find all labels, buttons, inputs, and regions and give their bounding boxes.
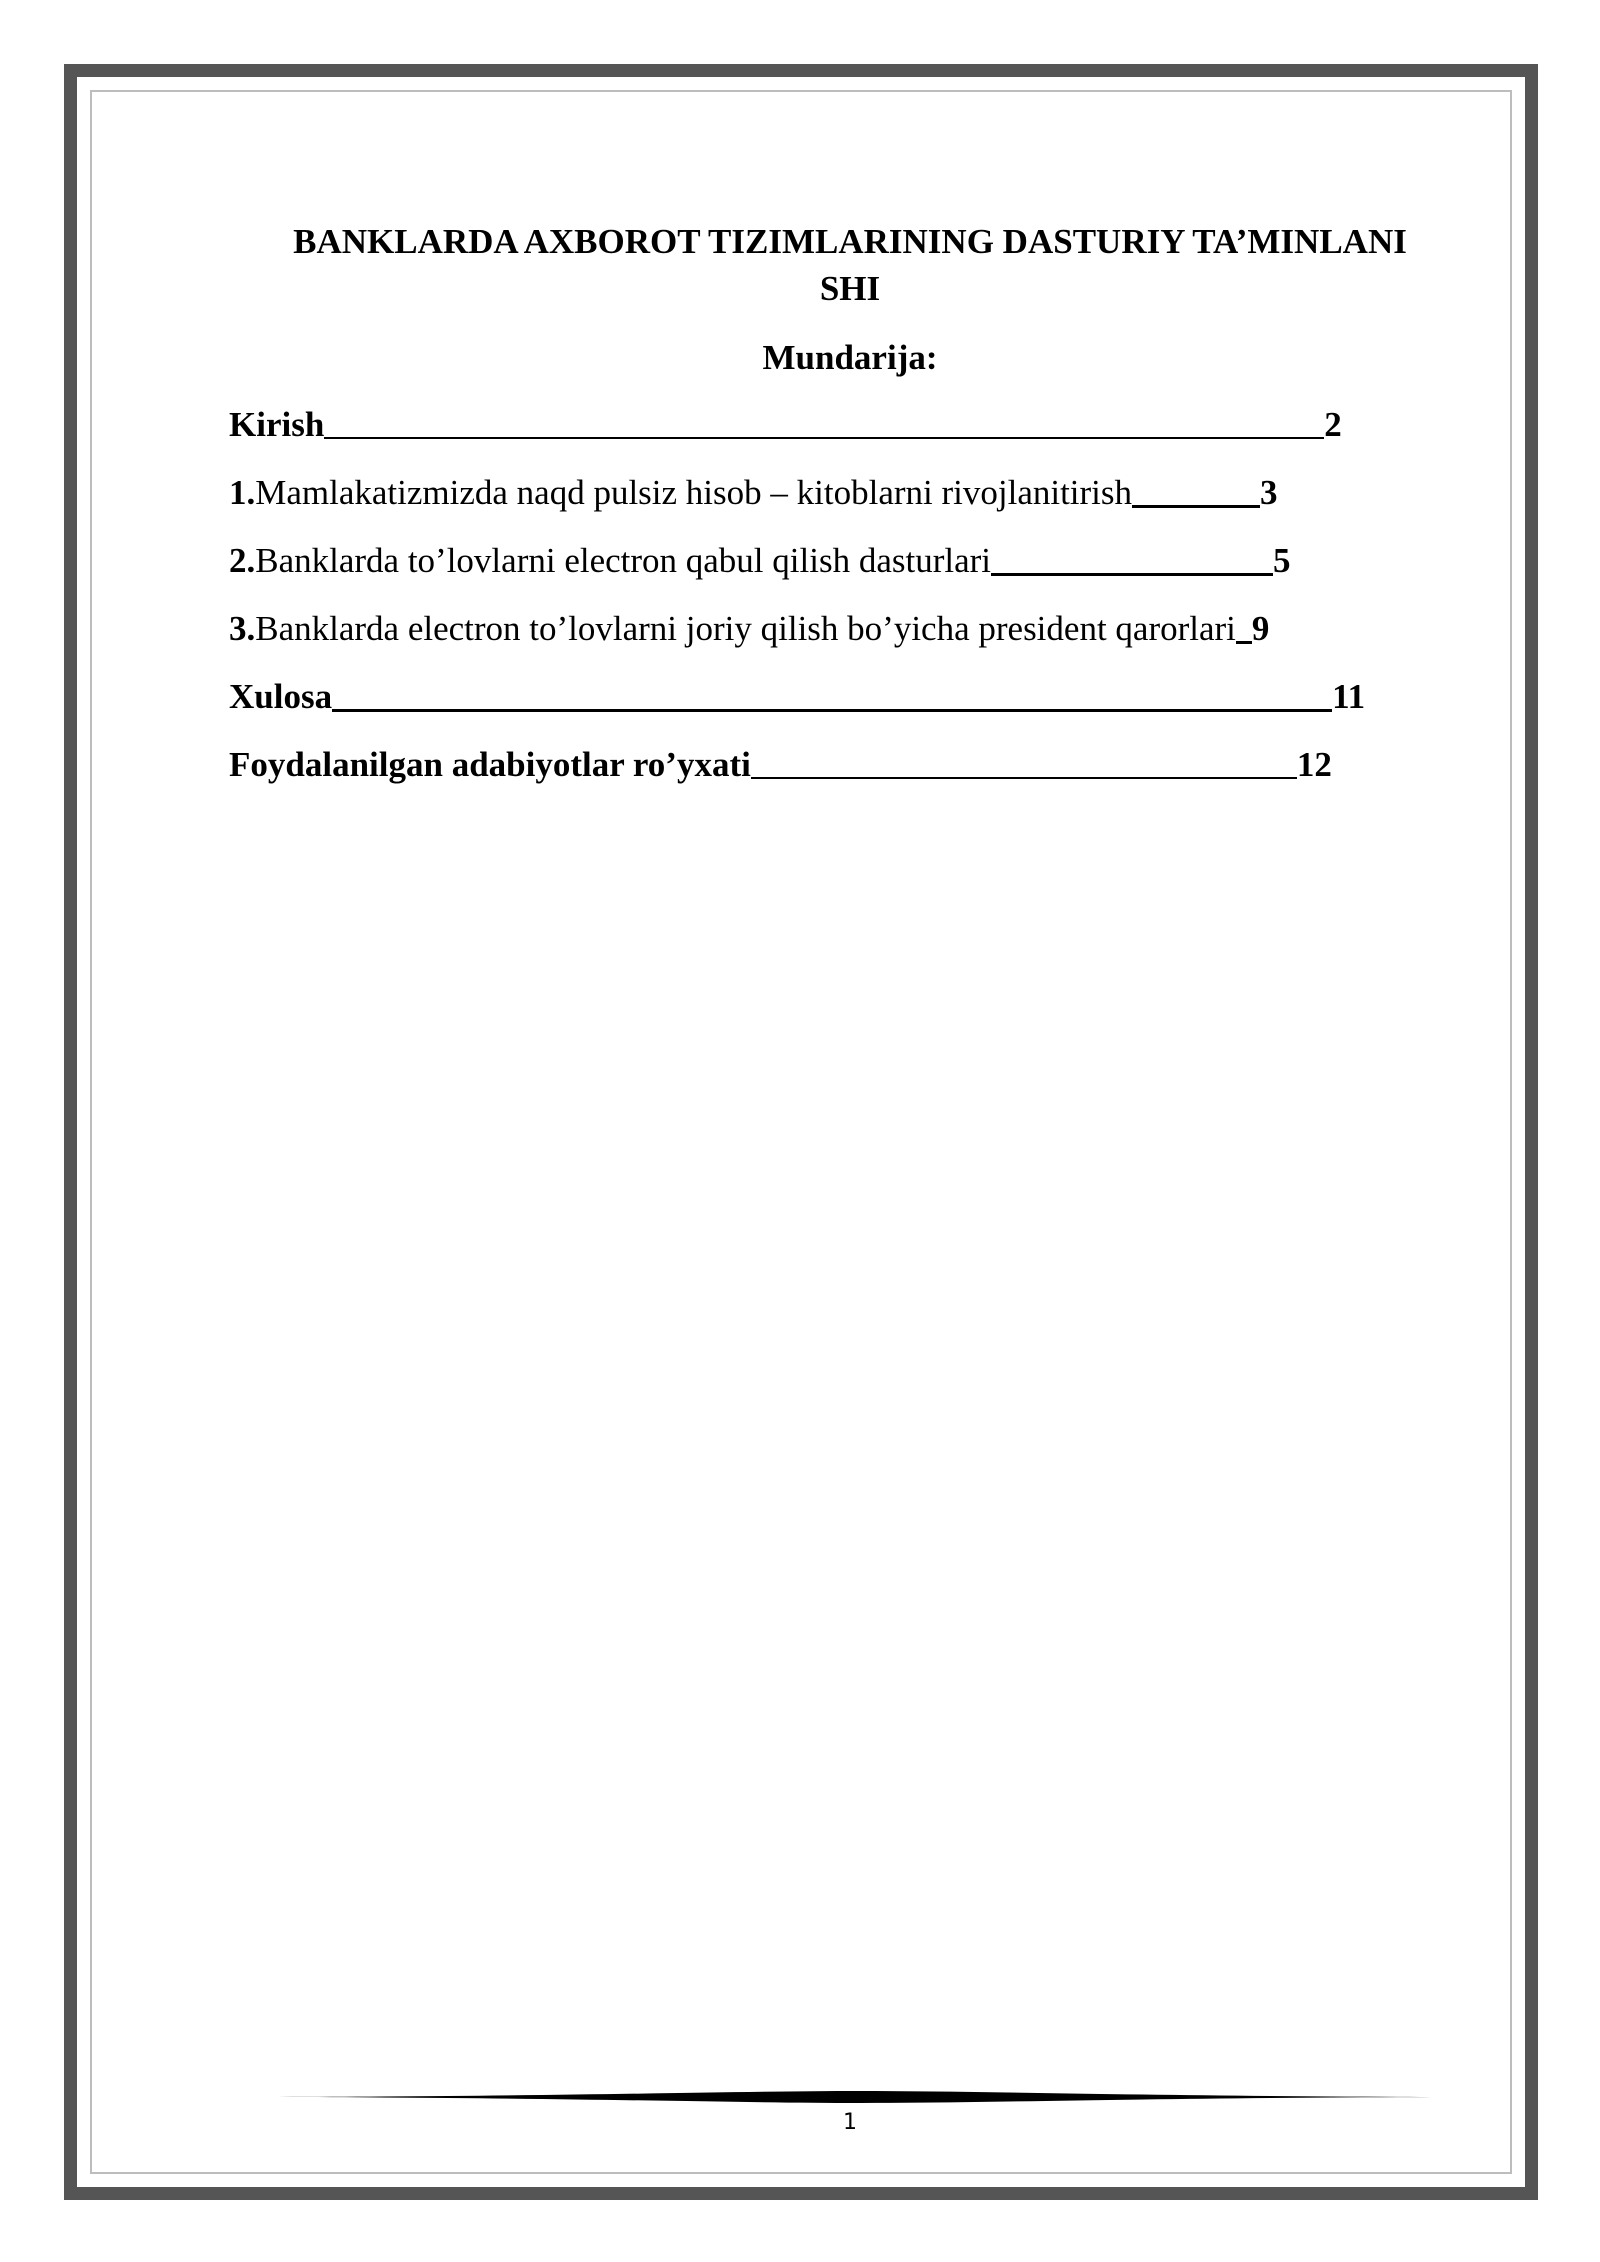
toc-entry-label: Banklarda to’lovlarni electron qabul qilish dasturlari [255, 541, 992, 580]
toc-entry-number: 1. [229, 473, 256, 512]
toc-entry-page: 11 [1332, 677, 1366, 716]
toc-entry-bibliography[interactable] [229, 741, 1332, 789]
toc-entry-page: 9 [1251, 609, 1270, 648]
toc-entry-section-3[interactable] [229, 605, 1269, 653]
toc-entry-page: 2 [1324, 405, 1342, 444]
toc-entry-kirish[interactable] [229, 401, 1342, 449]
toc-leader [1132, 469, 1260, 508]
toc-entry-label: Xulosa [229, 677, 333, 716]
toc-heading: Mundarija: [762, 338, 938, 377]
toc-entry-number: 3. [229, 609, 256, 648]
toc-leader [991, 537, 1273, 576]
toc-entry-label: Kirish [229, 405, 325, 444]
toc-entry-xulosa[interactable] [229, 673, 1365, 721]
toc-entry-label: Banklarda electron to’lovlarni joriy qilish bo’yicha president qarorlari [255, 609, 1236, 648]
toc-entry-page: 5 [1273, 541, 1291, 580]
document-title-line-2: SHI [819, 269, 881, 308]
toc-entry-section-2[interactable] [229, 537, 1291, 585]
document-title [220, 218, 1480, 312]
toc-leader [751, 741, 1297, 779]
document-title-line-1: BANKLARDA AXBOROT TIZIMLARINING DASTURIY TA’MINLANI [293, 222, 1407, 261]
toc-entry-label: Foydalanilgan adabiyotlar ro’yxati [229, 745, 751, 784]
toc-entry-number: 2. [229, 541, 256, 580]
footer-divider [278, 2090, 1444, 2104]
toc-leader [332, 673, 1332, 712]
toc-leader [1236, 605, 1252, 644]
toc-entry-page: 12 [1296, 745, 1332, 784]
toc-entry-label: Mamlakatizmizda naqd pulsiz hisob – kitoblarni rivojlanitirish [255, 473, 1133, 512]
toc-leader [324, 401, 1324, 439]
page-frame [64, 64, 1538, 2200]
toc-entry-page: 3 [1260, 473, 1278, 512]
toc-entry-section-1[interactable] [229, 469, 1278, 517]
page-number: 1 [843, 2110, 857, 2135]
